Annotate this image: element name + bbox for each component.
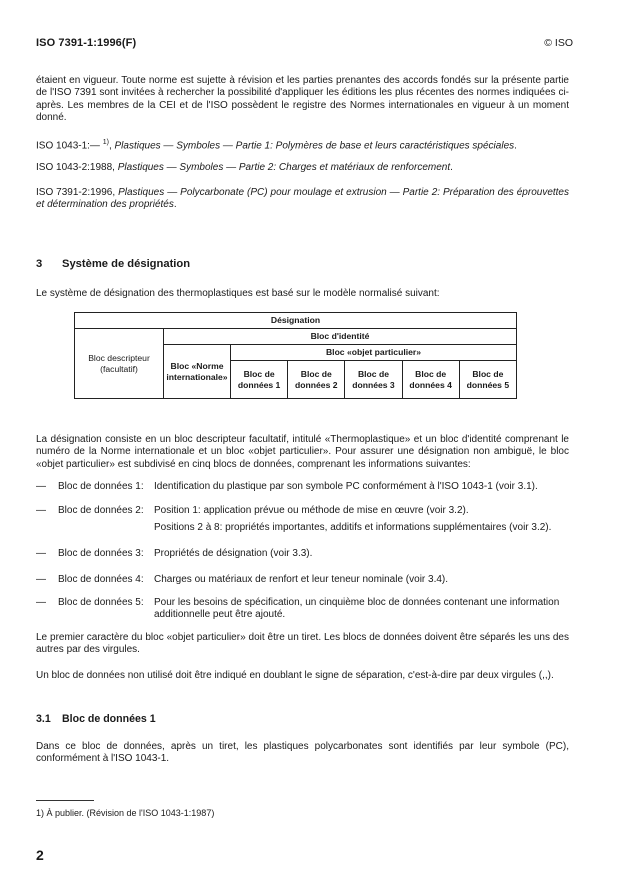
reference-2: ISO 1043-2:1988, Plastiques — Symboles — Partie 2: Charges et matériaux de renforcement. — [36, 162, 453, 173]
designation-paragraph: La désignation consiste en un bloc descripteur facultatif, intitulé «Thermoplastique» et un bloc d'identité comprenant le numéro de la Norme internationale et un bloc «objet particulier». Pour assurer une désignation non ambiguë, le bloc «objet particulier» est subdivisé en cinq blocs de données, comprenant les informations suivantes: — [36, 434, 569, 470]
document-id: ISO 7391-1:1996(F) — [36, 37, 137, 49]
section-3-1-text: Dans ce bloc de données, après un tiret, les plastiques polycarbonates sont identifiés par leur symbole (PC), conformément à l'ISO 1043-1. — [36, 741, 569, 765]
descriptor-block: Bloc descripteur (facultatif) — [75, 329, 164, 399]
data-block-2-cell: Bloc de données 2 — [288, 361, 345, 399]
section-3-1-heading: 3.1 Bloc de données 1 — [36, 713, 156, 725]
document-page: ISO 7391-1:1996(F) © ISO étaient en vigueur. Toute norme est sujette à révision et les parties prenantes des accords fondés sur la présente partie de l'ISO 7391 sont invitées à rechercher la possibilité d'appliquer les éditions les plus récentes des normes indiquées ci-après. Les membres de la CEI et de l'ISO possèdent le registre des Normes internationales en vigueur à un moment donné. ISO 1043-1:— $^{1)}$, Plastiques — Symboles — Partie 1: Polymères de base et leurs caractéristiques spéciales. ISO 1043-2:1988, Plastiques — Symboles — Partie 2: Charges et matériaux de renforcement. ISO 7391-2:1996, Plastiques — Polycarbonate (PC) pour moulage et extrusion — Partie 2: Préparation des éprouvettes et détermination des propriétés. 3 Système de désignation Le système de désignation des thermoplastiques est basé sur le modèle normalisé suivant: Désignation Bloc descripteur (facultatif) Bloc d'identité Bloc «Norme internationale» Bloc «objet particulier» Bloc de données 1 Bloc de données 2 Bloc de données 3 Bloc de données 4 Bloc de données 5 La désignation consiste en un bloc descripteur facultatif, intitulé «Thermoplastique» et un bloc d'identité comprenant le numéro de la Norme internationale et un bloc «objet particulier». Pour assurer une désignation non ambiguë, le bloc «objet particulier» est subdivisé en cinq blocs de données, comprenant les informations suivantes: — Bloc de données 1: Identification du plastique par son symbole PC conformément à l'ISO 1043-1 (voir 3.1). — Bloc de données 2: Position 1: application prévue ou méthode de mise en œuvre (voir 3.2). Positions 2 à 8: propriétés importantes, additifs et informations supplémentaires (voir 3.2). — Bloc de données 3: Propriétés de désignation (voir 3.3). — Bloc de données 4: Charges ou matériaux de renfort et leur teneur nominale (voir 3.4). — Bloc de données 5: Pour les besoins de spécification, un cinquième bloc de données contenant une information additionnelle peut être ajouté. Le premier caractère du bloc «objet particulier» doit être un tiret. Les blocs de données doivent être séparés les uns des autres par des virgules. Un bloc de données non utilisé doit être indiqué en doublant le signe de séparation, c'est-à-dire par deux virgules (,,). 3.1 Bloc de données 1 Dans ce bloc de données, après un tiret, les plastiques polycarbonates sont identifiés par leur symbole (PC), conformément à l'ISO 1043-1. 1) À publier. (Révision de l'ISO 1043-1:1987) 2 — [36, 37, 573, 863]
data-block-5-cell: Bloc de données 5 — [459, 361, 516, 399]
specific-object-block: Bloc «objet particulier» — [231, 345, 517, 361]
intro-paragraph: étaient en vigueur. Toute norme est sujette à révision et les parties prenantes des accords fondés sur la présente partie de l'ISO 7391 sont invitées à rechercher la possibilité d'appliquer les éditions les plus récentes des normes indiquées ci-après. Les membres de la CEI et de l'ISO possèdent le registre des Normes internationales en vigueur à un moment donné. — [36, 75, 569, 124]
data-block-4-cell: Bloc de données 4 — [402, 361, 459, 399]
first-character-paragraph: Le premier caractère du bloc «objet particulier» doit être un tiret. Les blocs de données doivent être séparés les uns des autres par des virgules. — [36, 632, 569, 656]
data-block-3-cell: Bloc de données 3 — [345, 361, 402, 399]
norm-block: Bloc «Norme internationale» — [164, 345, 231, 399]
data-block-1-cell: Bloc de données 1 — [231, 361, 288, 399]
section-3-intro: Le système de désignation des thermoplastiques est basé sur le modèle normalisé suivant: — [36, 288, 440, 299]
designation-table — [74, 312, 517, 399]
page-number: 2 — [36, 847, 44, 863]
identity-block: Bloc d'identité — [164, 329, 517, 345]
footnote: 1) À publier. (Révision de l'ISO 1043-1:1987) — [36, 808, 215, 818]
copyright-label: © ISO — [544, 37, 573, 49]
section-3-heading: 3 Système de désignation — [36, 258, 191, 270]
footnote-divider — [36, 800, 94, 801]
reference-1: ISO 1043-1:— $^{1)}$, Plastiques — Symboles — Partie 1: Polymères de base et leurs caractéristiques spéciales. — [36, 139, 517, 152]
designation-header: Désignation — [75, 313, 517, 329]
reference-3: ISO 7391-2:1996, Plastiques — Polycarbonate (PC) pour moulage et extrusion — Partie 2: Préparation des éprouvettes et détermination des propriétés. — [36, 187, 569, 211]
unused-block-paragraph: Un bloc de données non utilisé doit être indiqué en doublant le signe de séparation, c'est-à-dire par deux virgules (,,). — [36, 670, 554, 681]
